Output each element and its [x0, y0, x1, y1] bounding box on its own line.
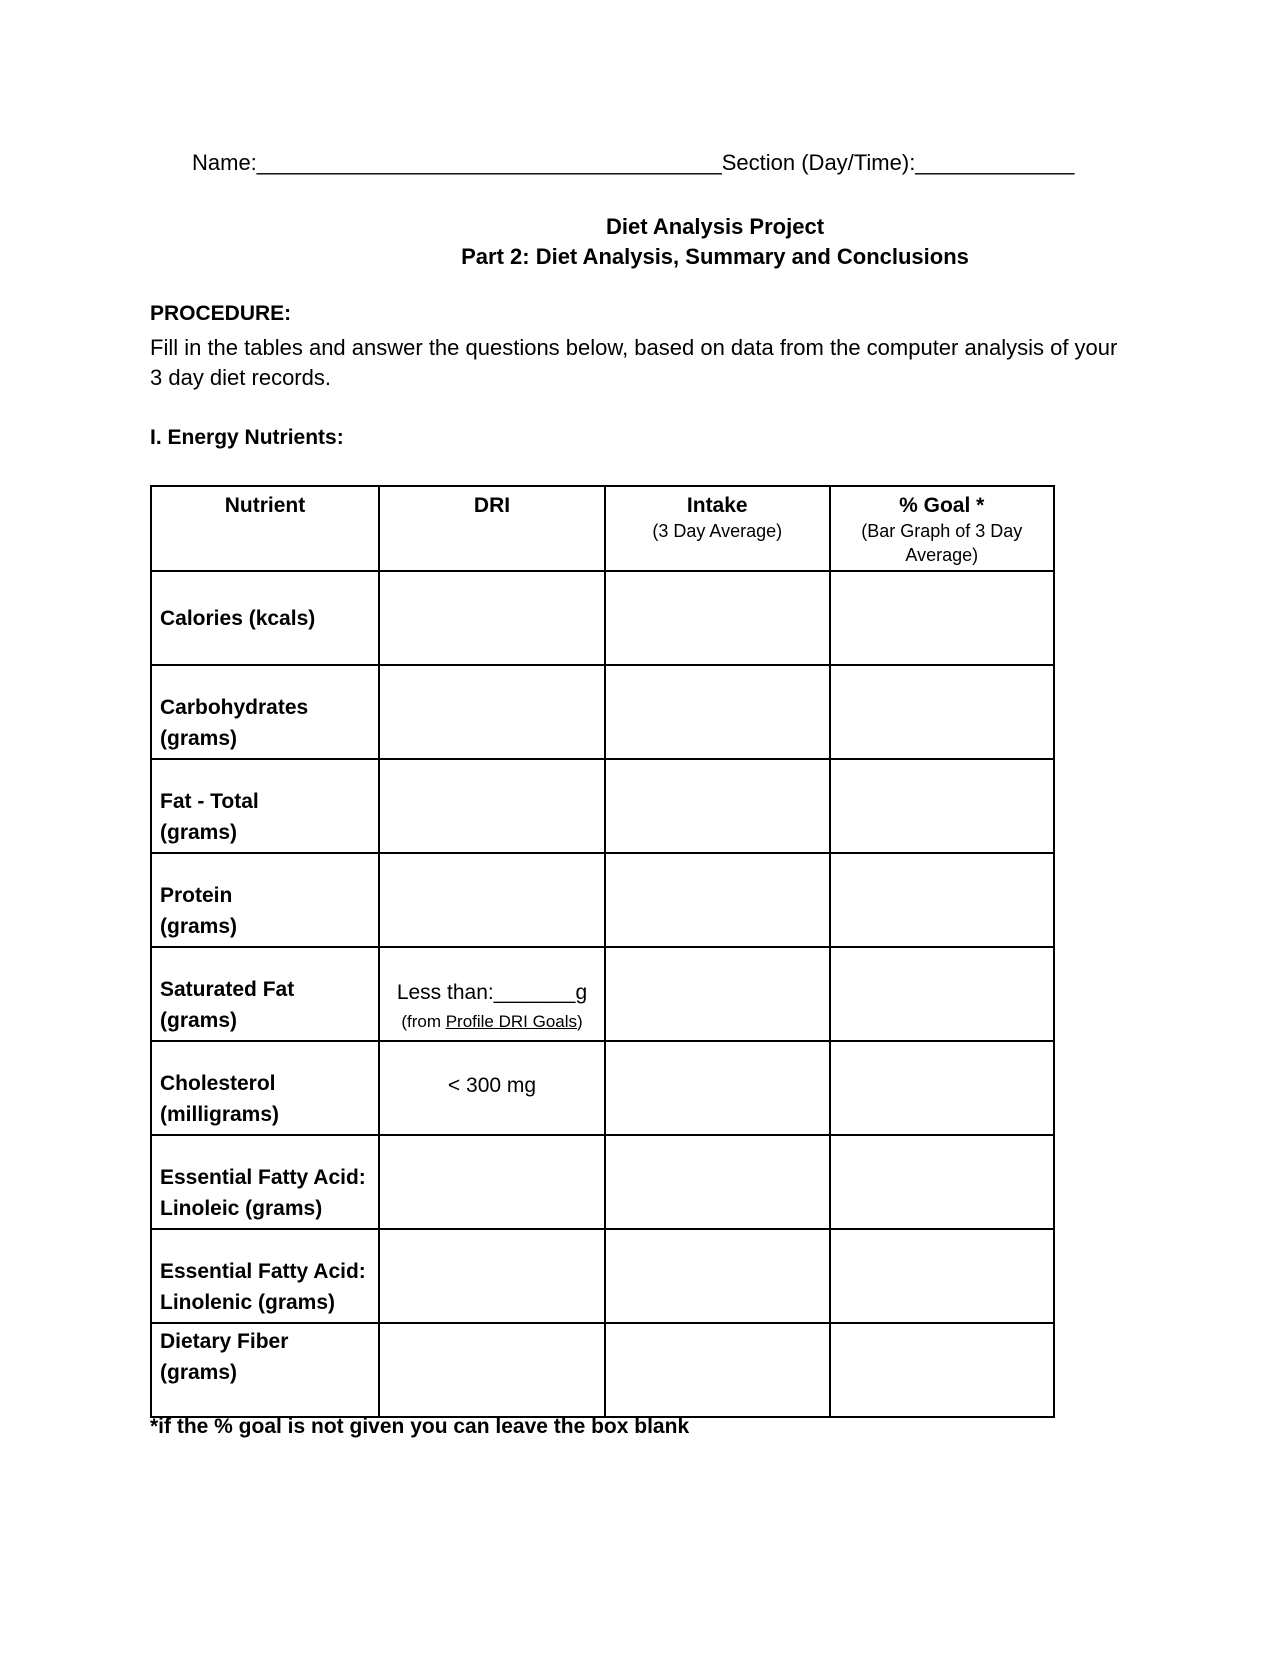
- nutrient-label: Cholesterol (milligrams): [160, 1072, 280, 1126]
- goal-cell[interactable]: [830, 571, 1055, 665]
- table-row: [151, 759, 1054, 853]
- goal-cell[interactable]: [830, 1229, 1055, 1323]
- table-header-row: [151, 486, 1054, 571]
- nutrient-label: Carbohydrates (grams): [160, 696, 309, 750]
- header-goal: [830, 486, 1055, 571]
- nutrient-label: Protein (grams): [160, 884, 238, 938]
- nutrient-cell: [151, 947, 379, 1041]
- table-row: [151, 1135, 1054, 1229]
- nutrient-cell: [151, 1135, 379, 1229]
- dri-cell: [379, 1041, 605, 1135]
- procedure-heading: PROCEDURE:: [150, 302, 292, 325]
- nutrient-cell: [151, 1041, 379, 1135]
- energy-nutrients-heading: I. Energy Nutrients:: [150, 426, 344, 449]
- saturated-fat-dri: [380, 979, 604, 1036]
- table-row: [151, 947, 1054, 1041]
- table-row: [151, 665, 1054, 759]
- name-section-line[interactable]: Name:______________________________________Section (Day/Time):_____________: [192, 150, 1075, 175]
- dri-cell[interactable]: [379, 947, 605, 1041]
- nutrient-label: Saturated Fat (grams): [160, 978, 295, 1032]
- nutrient-label: Calories (kcals): [160, 606, 316, 630]
- part-title: Part 2: Diet Analysis, Summary and Conclusions: [461, 244, 969, 269]
- goal-cell[interactable]: [830, 853, 1055, 947]
- goal-cell[interactable]: [830, 759, 1055, 853]
- goal-cell[interactable]: [830, 1135, 1055, 1229]
- dri-cell[interactable]: [379, 1135, 605, 1229]
- procedure-text: Fill in the tables and answer the questions below, based on data from the computer analysis of your 3 day diet records.: [150, 335, 1118, 390]
- goal-cell[interactable]: [830, 947, 1055, 1041]
- header-intake: [605, 486, 829, 571]
- project-title: Diet Analysis Project: [605, 214, 825, 239]
- table-row: [151, 571, 1054, 665]
- header-intake-sub: (3 Day Average): [652, 521, 783, 541]
- dri-cell[interactable]: [379, 665, 605, 759]
- nutrient-cell: [151, 665, 379, 759]
- table-footnote: *if the % goal is not given you can leave the box blank: [150, 1415, 690, 1438]
- header-nutrient: [151, 486, 379, 571]
- goal-cell[interactable]: [830, 665, 1055, 759]
- nutrient-label: Essential Fatty Acid: Linoleic (grams): [160, 1166, 366, 1220]
- header-goal-label: % Goal *: [899, 494, 985, 517]
- dri-cell[interactable]: [379, 571, 605, 665]
- saturated-fat-dri-main[interactable]: Less than:_______g: [396, 981, 588, 1004]
- header-dri-label: DRI: [473, 494, 511, 517]
- nutrient-label: Dietary Fiber (grams): [160, 1330, 289, 1384]
- nutrient-label: Essential Fatty Acid: Linolenic (grams): [160, 1260, 366, 1314]
- intake-cell[interactable]: [605, 947, 829, 1041]
- intake-cell[interactable]: [605, 853, 829, 947]
- header-intake-label: Intake: [686, 494, 748, 517]
- header-dri: [379, 486, 605, 571]
- nutrient-cell: [151, 571, 379, 665]
- table-row: [151, 1323, 1054, 1417]
- dri-cell[interactable]: [379, 1323, 605, 1417]
- nutrient-label: Fat - Total (grams): [160, 790, 259, 844]
- header-nutrient-label: Nutrient: [224, 494, 306, 517]
- intake-cell[interactable]: [605, 665, 829, 759]
- intake-cell[interactable]: [605, 1323, 829, 1417]
- intake-cell[interactable]: [605, 1041, 829, 1135]
- nutrient-cell: [151, 759, 379, 853]
- table-row: [151, 1229, 1054, 1323]
- saturated-fat-dri-source: (from Profile DRI Goals): [401, 1012, 583, 1031]
- nutrient-cell: [151, 853, 379, 947]
- dri-cell[interactable]: [379, 853, 605, 947]
- table-row: [151, 1041, 1054, 1135]
- intake-cell[interactable]: [605, 571, 829, 665]
- profile-dri-goals-link[interactable]: Profile DRI Goals: [445, 1012, 578, 1031]
- cholesterol-dri: < 300 mg: [447, 1074, 537, 1097]
- intake-cell[interactable]: [605, 1135, 829, 1229]
- dri-cell[interactable]: [379, 1229, 605, 1323]
- nutrient-cell: [151, 1323, 379, 1417]
- header-goal-sub: (Bar Graph of 3 Day Average): [861, 521, 1023, 565]
- goal-cell[interactable]: [830, 1323, 1055, 1417]
- energy-nutrients-table: [150, 485, 1055, 1418]
- table-row: [151, 853, 1054, 947]
- intake-cell[interactable]: [605, 1229, 829, 1323]
- title-block: [0, 212, 1280, 272]
- nutrient-cell: [151, 1229, 379, 1323]
- intake-cell[interactable]: [605, 759, 829, 853]
- goal-cell[interactable]: [830, 1041, 1055, 1135]
- dri-cell[interactable]: [379, 759, 605, 853]
